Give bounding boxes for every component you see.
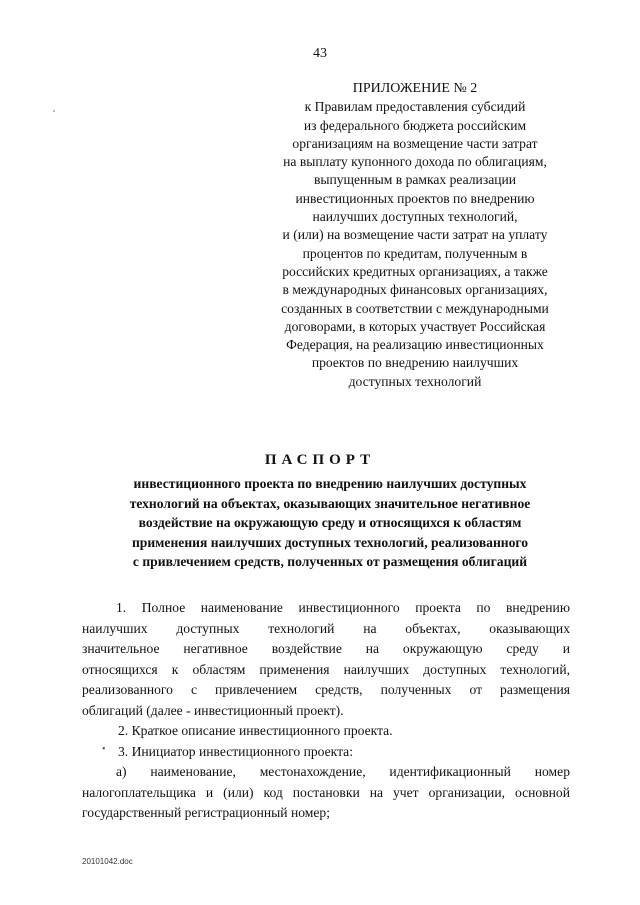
paragraph-line: наилучших доступных технологий на объектах, оказывающих bbox=[82, 620, 570, 636]
appendix-line: организациям на возмещение части затрат bbox=[292, 135, 538, 151]
appendix-line: в международных финансовых организациях, bbox=[282, 282, 548, 298]
appendix-line: доступных технологий bbox=[348, 373, 482, 389]
paragraph-line: налогоплательщика и (или) код постановки на учет организации, основной bbox=[82, 784, 570, 800]
passport-title: ПАСПОРТ bbox=[264, 452, 376, 468]
body-text bbox=[82, 598, 570, 824]
paragraph-line: 1. Полное наименование инвестиционного проекта по внедрению bbox=[116, 600, 570, 615]
margin-dot: • bbox=[102, 744, 106, 755]
appendix-line: на выплату купонного дохода по облигациям, bbox=[283, 154, 547, 170]
subtitle-line: технологий на объектах, оказывающих значительное негативное bbox=[129, 495, 531, 511]
appendix-title: ПРИЛОЖЕНИЕ № 2 bbox=[352, 81, 478, 96]
subtitle-line: с привлечением средств, полученных от размещения облигаций bbox=[132, 554, 528, 569]
paragraph-line: значительное негативное воздействие на окружающую среду и bbox=[82, 641, 570, 656]
subtitle-line: применения наилучших доступных технологий, реализованного bbox=[131, 534, 529, 550]
appendix-line: наилучших доступных технологий, bbox=[312, 209, 518, 225]
appendix-line: выпущенным в рамках реализации bbox=[313, 172, 517, 188]
page-number: 43 bbox=[313, 46, 327, 61]
appendix-line: созданных в соответствии с международными bbox=[281, 300, 549, 316]
paragraph-line: реализованного с привлечением средств, полученных от размещения bbox=[82, 682, 570, 697]
appendix-line: из федерального бюджета российским bbox=[303, 117, 527, 133]
paragraph-line: облигаций (далее - инвестиционный проект). bbox=[82, 702, 344, 718]
appendix-line: процентов по кредитам, полученным в bbox=[302, 245, 528, 261]
appendix-line: Федерация, на реализацию инвестиционных bbox=[286, 337, 544, 353]
subtitle-line: воздействие на окружающую среду и относящихся к областям bbox=[138, 515, 522, 530]
appendix-line: российских кредитных организациях, а также bbox=[282, 263, 548, 279]
paragraph-line: относящихся к областям применения наилучших доступных технологий, bbox=[82, 661, 570, 677]
paragraph-3: 3. Инициатор инвестиционного проекта: bbox=[118, 743, 353, 759]
file-name-footer: 20101042.doc bbox=[82, 857, 133, 866]
margin-mark bbox=[53, 110, 55, 112]
subtitle-line: инвестиционного проекта по внедрению наилучших доступных bbox=[133, 476, 527, 491]
appendix-line: к Правилам предоставления субсидий bbox=[304, 99, 526, 115]
appendix-line: договорами, в которых участвует Российская bbox=[284, 318, 546, 334]
paragraph-line: государственный регистрационный номер; bbox=[82, 805, 330, 820]
appendix-line: проектов по внедрению наилучших bbox=[311, 355, 519, 371]
appendix-line: и (или) на возмещение части затрат на уплату bbox=[282, 227, 548, 243]
paragraph-1 bbox=[82, 598, 570, 721]
paragraph-4 bbox=[82, 762, 570, 824]
paragraph-line: а) наименование, местонахождение, идентификационный номер bbox=[116, 764, 570, 779]
passport-subtitle bbox=[80, 474, 580, 572]
appendix-line: инвестиционных проектов по внедрению bbox=[295, 190, 535, 206]
appendix-block bbox=[250, 80, 580, 391]
paragraph-2: 2. Краткое описание инвестиционного проекта. bbox=[118, 723, 393, 738]
